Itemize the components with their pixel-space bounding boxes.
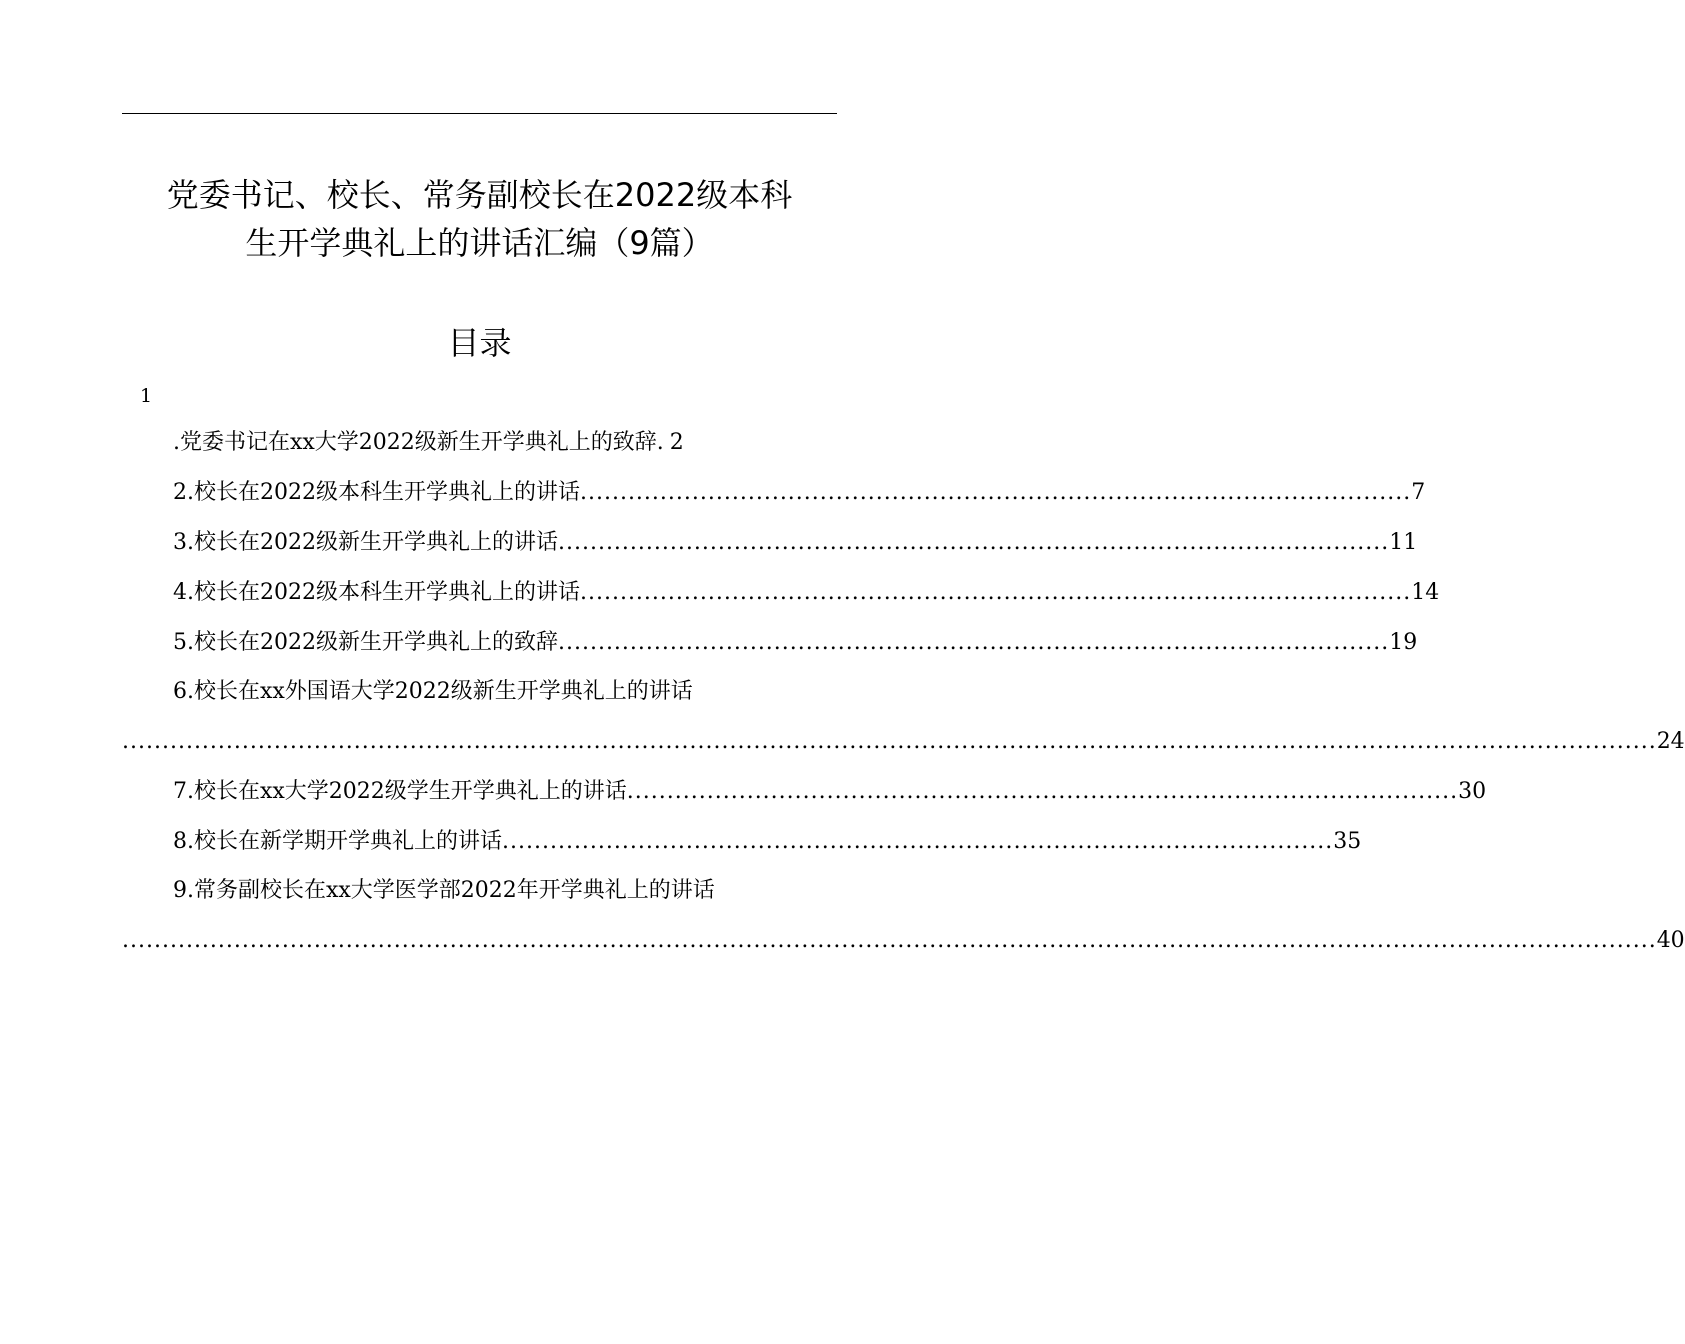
toc-entry[interactable] (173, 428, 784, 458)
toc-leader-dots: ........................................................................................................ (557, 630, 1390, 655)
toc-entry-title: 5.校长在2022级新生开学典礼上的致辞 (173, 630, 558, 655)
toc-leader-dots: ........................................................................................................ (579, 480, 1412, 505)
toc-entry[interactable] (173, 578, 1440, 608)
header-rule (122, 113, 837, 114)
toc-leader-dots: ................................................................................................................................................................................................ (122, 729, 1657, 754)
toc-entry-page: 40 (1656, 928, 1685, 953)
toc-entry-title: 3.校长在2022级新生开学典礼上的讲话 (173, 530, 558, 555)
toc-entry-title: .党委书记在xx大学2022级新生开学典礼上的致辞. (173, 430, 664, 455)
toc-entry-title: 8.校长在新学期开学典礼上的讲话 (173, 829, 502, 854)
toc-leader-dots: ........................................................................................................ (626, 779, 1459, 804)
toc-leader-dots: ........................................................................................................ (579, 580, 1412, 605)
toc-entry[interactable] (173, 528, 1418, 558)
toc-entry-page: 30 (1458, 779, 1487, 804)
toc-entry-page: 7 (1411, 480, 1426, 505)
toc-first-number: 1 (140, 385, 153, 407)
toc-entry-title: 6.校长在xx外国语大学2022级新生开学典礼上的讲话 (173, 679, 693, 704)
toc-entry-page: 19 (1389, 630, 1418, 655)
toc-entry[interactable] (173, 677, 837, 707)
toc-heading: 目录 (447, 324, 512, 362)
toc-entry-continuation[interactable] (122, 926, 1685, 956)
toc-leader-dots: ........................................................................................................ (502, 829, 1334, 854)
toc-entry-continuation[interactable] (122, 727, 1685, 757)
toc-leader-dots: ................................................................................................................................................................................................ (122, 928, 1657, 953)
toc-entry-title: 4.校长在2022级本科生开学典礼上的讲话 (173, 580, 580, 605)
toc-entry-title: 2.校长在2022级本科生开学典礼上的讲话 (173, 480, 580, 505)
toc-entry-page: 14 (1411, 580, 1440, 605)
toc-entry-page: 24 (1656, 729, 1685, 754)
toc-leader-dots: ........................................................................................................ (557, 530, 1390, 555)
document-title-line1: 党委书记、校长、常务副校长在2022级本科 (166, 176, 793, 214)
toc-entry[interactable] (173, 628, 1418, 658)
toc-entry-title: 9.常务副校长在xx大学医学部2022年开学典礼上的讲话 (173, 878, 715, 903)
toc-entry[interactable] (173, 777, 1487, 807)
toc-entry-page: 35 (1333, 829, 1362, 854)
toc-entry-title: 7.校长在xx大学2022级学生开学典礼上的讲话 (173, 779, 627, 804)
toc-entry[interactable] (173, 478, 1426, 508)
toc-entry-page: 11 (1389, 530, 1418, 555)
document-title-line2: 生开学典礼上的讲话汇编（9篇） (245, 224, 714, 262)
toc-entry[interactable] (173, 827, 1362, 857)
toc-entry-page: 2 (669, 430, 684, 455)
toc-entry[interactable] (173, 876, 837, 906)
